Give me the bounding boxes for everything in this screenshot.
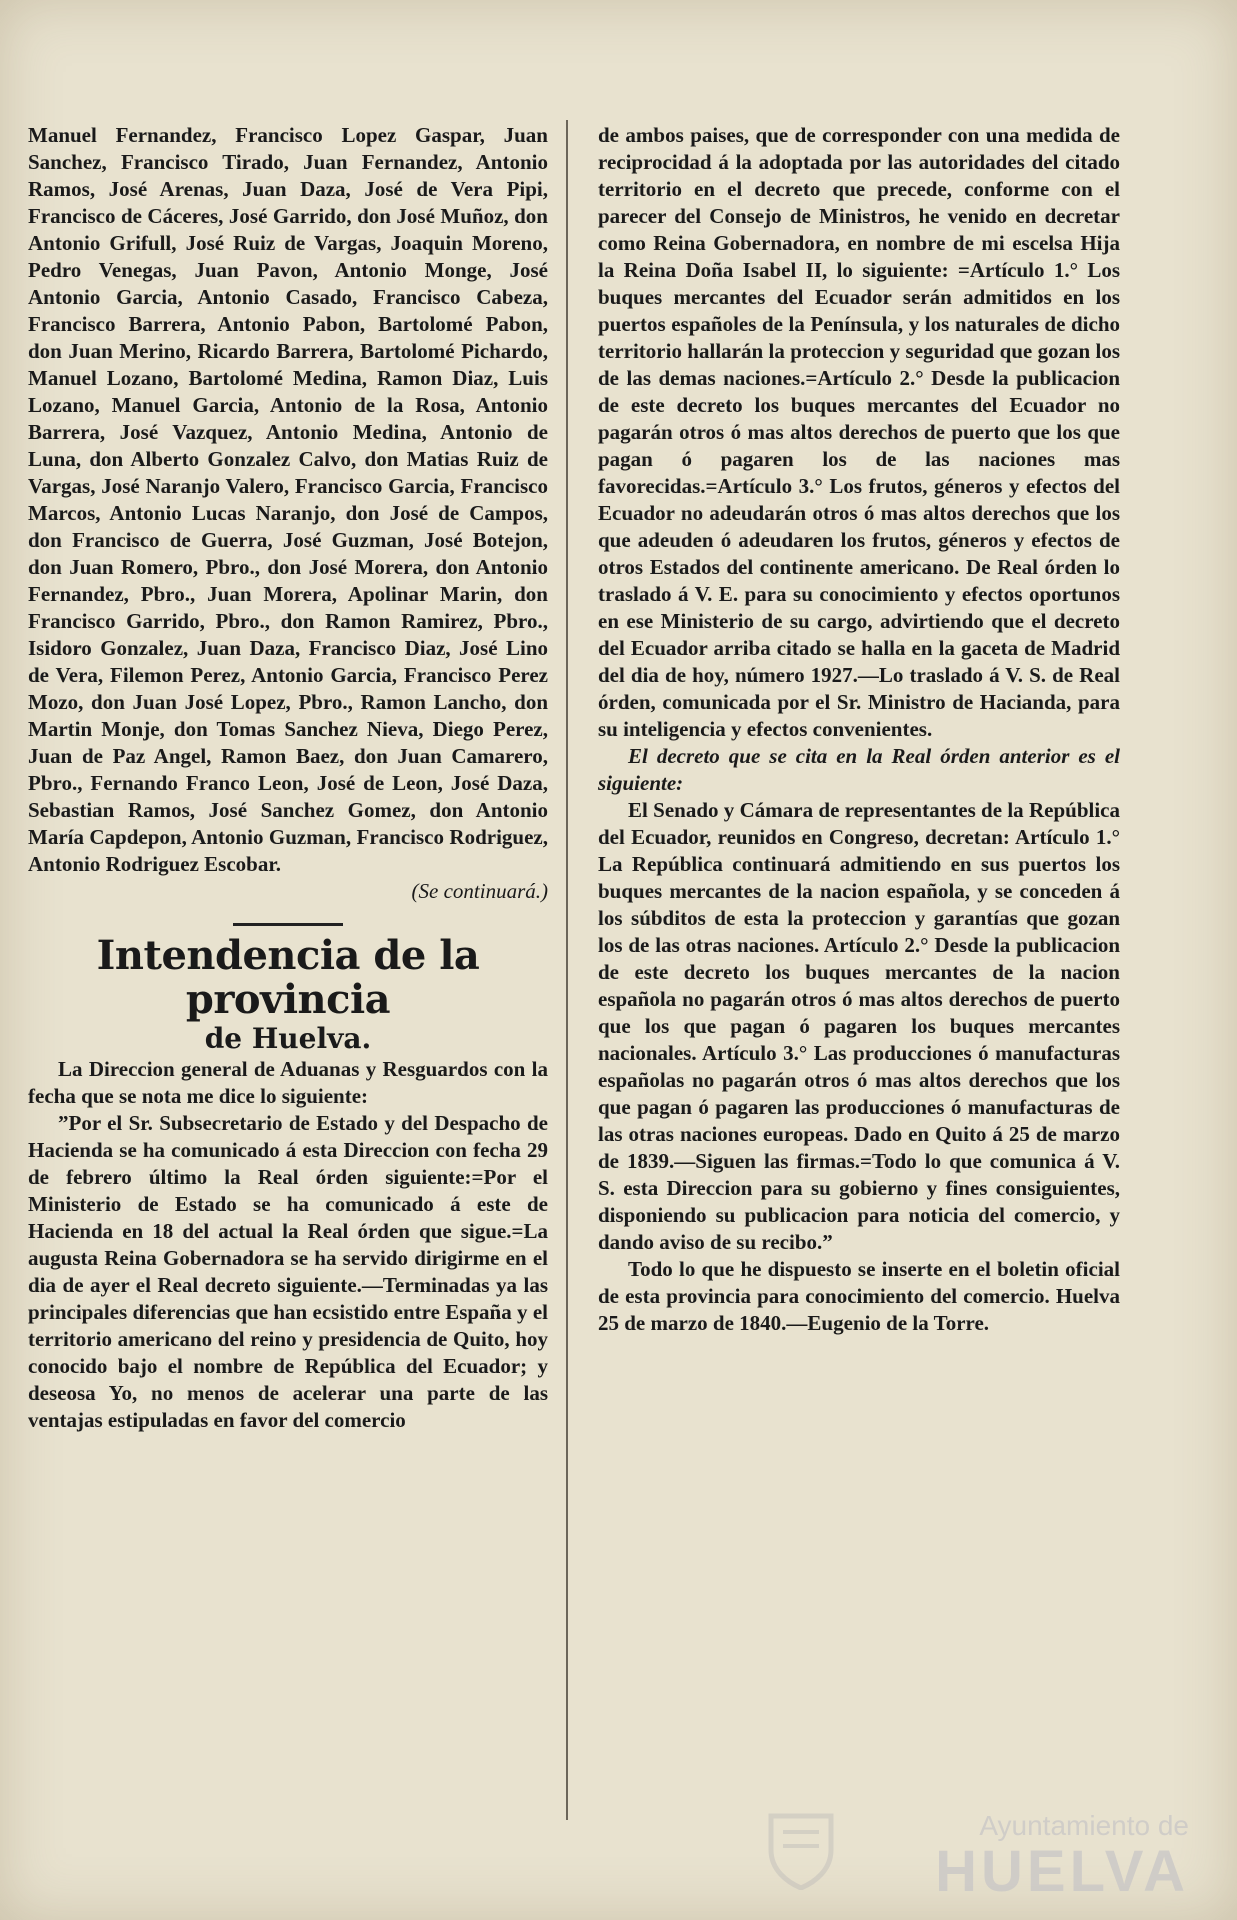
left-column bbox=[28, 122, 548, 1434]
body-paragraph: ”Por el Sr. Subsecretario de Estado y del Despacho de Hacienda se ha comunicado á esta Direccion con fecha 29 de febrero último la Real órden siguiente:=Por el Ministerio de Estado se ha comunicado á este de Hacienda en 18 del actual la Real órden que sigue.=La augusta Reina Gobernadora se ha servido dirigirme en el dia de ayer el Real decreto siguiente.—Terminadas ya las principales diferencias que han ecsistido entre España y el territorio americano del reino y presidencia de Quito, hoy conocido bajo el nombre de República del Ecuador; y deseosa Yo, no menos de acelerar una parte de las ventajas estipuladas en favor del comercio bbox=[28, 1111, 548, 1432]
huelva-shield-icon bbox=[765, 1810, 837, 1890]
closing-paragraph: Todo lo que he dispuesto se inserte en el boletin oficial de esta provincia para conocimiento del comercio. Huelva 25 de marzo de 1840.—Eugenio de la Torre. bbox=[598, 1257, 1120, 1335]
column-divider bbox=[566, 120, 568, 1820]
decree-paragraph: El Senado y Cámara de representantes de la República del Ecuador, reunidos en Congreso, decretan: Artículo 1.° La República continuará admitiendo en sus puertos los buques mercantes de la nacion española, y se conceden á los súbditos de esta la proteccion y garantías que gozan los de las otras naciones. Artículo 2.° Desde la publicacion de este decreto los buques mercantes de la nacion española no pagarán otros ó mas altos derechos de puerto que los que pagan ó pagaren los buques mercantes nacionales. Artículo 3.° Las producciones ó manufacturas españolas no pagarán otros ó mas altos derechos que los que pagan ó pagaren las producciones ó manufacturas de las otras naciones europeas. Dado en Quito á 25 de marzo de 1839.—Siguen las firmas.=Todo lo que comunica á V. S. esta Direccion para su gobierno y fines consiguientes, disponiendo su publicacion para noticia del comercio, y dando aviso de su recibo.” bbox=[598, 798, 1120, 1254]
decree-intro: El decreto que se cita en la Real órden anterior es el siguiente: bbox=[598, 744, 1120, 795]
right-column bbox=[598, 122, 1120, 1337]
continued-note: (Se continuará.) bbox=[411, 879, 548, 903]
names-list-paragraph: Manuel Fernandez, Francisco Lopez Gaspar, Juan Sanchez, Francisco Tirado, Juan Fernandez, Antonio Ramos, José Arenas, Juan Daza, José de Vera Pipi, Francisco de Cáceres, José Garrido, don José Muñoz, don Antonio Grifull, José Ruiz de Vargas, Joaquin Moreno, Pedro Venegas, Juan Pavon, Antonio Monge, José Antonio Garcia, Antonio Casado, Francisco Cabeza, Francisco Barrera, Antonio Pabon, Bartolomé Pabon, don Juan Merino, Ricardo Barrera, Bartolomé Pichardo, Manuel Lozano, Bartolomé Medina, Ramon Diaz, Luis Lozano, Manuel Garcia, Antonio de la Rosa, Antonio Barrera, José Vazquez, Antonio Medina, Antonio de Luna, don Alberto Gonzalez Calvo, don Matias Ruiz de Vargas, José Naranjo Valero, Francisco Garcia, Francisco Marcos, Antonio Lucas Naranjo, don José de Campos, don Francisco de Guerra, José Guzman, José Botejon, don Juan Romero, Pbro., don José Morera, don Antonio Fernandez, Pbro., Juan Morera, Apolinar Marin, don Francisco Garrido, Pbro., don Ramon Ramirez, Pbro., Isidoro Gonzalez, Juan Daza, Francisco Diaz, José Lino de Vera, Filemon Perez, Antonio Garcia, Francisco Perez Mozo, don Juan José Lopez, Pbro., Ramon Lancho, don Martin Monje, don Tomas Sanchez Nieva, Diego Perez, Juan de Paz Angel, Ramon Baez, don Juan Camarero, Pbro., Fernando Franco Leon, José de Leon, José Daza, Sebastian Ramos, José Sanchez Gomez, don Antonio María Capdepon, Antonio Guzman, Francisco Rodriguez, Antonio Rodriguez Escobar. bbox=[28, 123, 548, 876]
watermark-logo bbox=[935, 1810, 1189, 1902]
watermark-line1: Ayuntamiento de bbox=[979, 1810, 1189, 1841]
section-subheading: de Huelva. bbox=[204, 1022, 372, 1055]
section-heading: Intendencia de la provincia bbox=[96, 932, 480, 1023]
watermark-line2: HUELVA bbox=[935, 1839, 1189, 1904]
section-rule bbox=[233, 923, 343, 926]
intro-paragraph: La Direccion general de Aduanas y Resguardos con la fecha que se nota me dice lo siguiente: bbox=[28, 1057, 548, 1108]
continuation-paragraph: de ambos paises, que de corresponder con una medida de reciprocidad á la adoptada por las autoridades del citado territorio en el decreto que precede, conforme con el parecer del Consejo de Ministros, he venido en decretar como Reina Gobernadora, en nombre de mi escelsa Hija la Reina Doña Isabel II, lo siguiente: =Artículo 1.° Los buques mercantes del Ecuador serán admitidos en los puertos españoles de la Península, y los naturales de dicho territorio hallarán la proteccion y seguridad que gozan los de las demas naciones.=Artículo 2.° Desde la publicacion de este decreto los buques mercantes del Ecuador no pagarán otros ó mas altos derechos de puerto que los que pagan ó pagaren los de las naciones mas favorecidas.=Artículo 3.° Los frutos, géneros y efectos del Ecuador no adeudarán otros ó mas altos derechos que los que adeuden ó adeudaren los frutos, géneros y efectos de otros Estados del continente americano. De Real órden lo traslado á V. E. para su conocimiento y efectos oportunos en ese Ministerio de su cargo, advirtiendo que el decreto del Ecuador arriba citado se halla en la gaceta de Madrid del dia de hoy, número 1927.—Lo traslado á V. S. de Real órden, comunicada por el Sr. Ministro de Hacianda, para su inteligencia y efectos convenientes. bbox=[598, 123, 1120, 741]
